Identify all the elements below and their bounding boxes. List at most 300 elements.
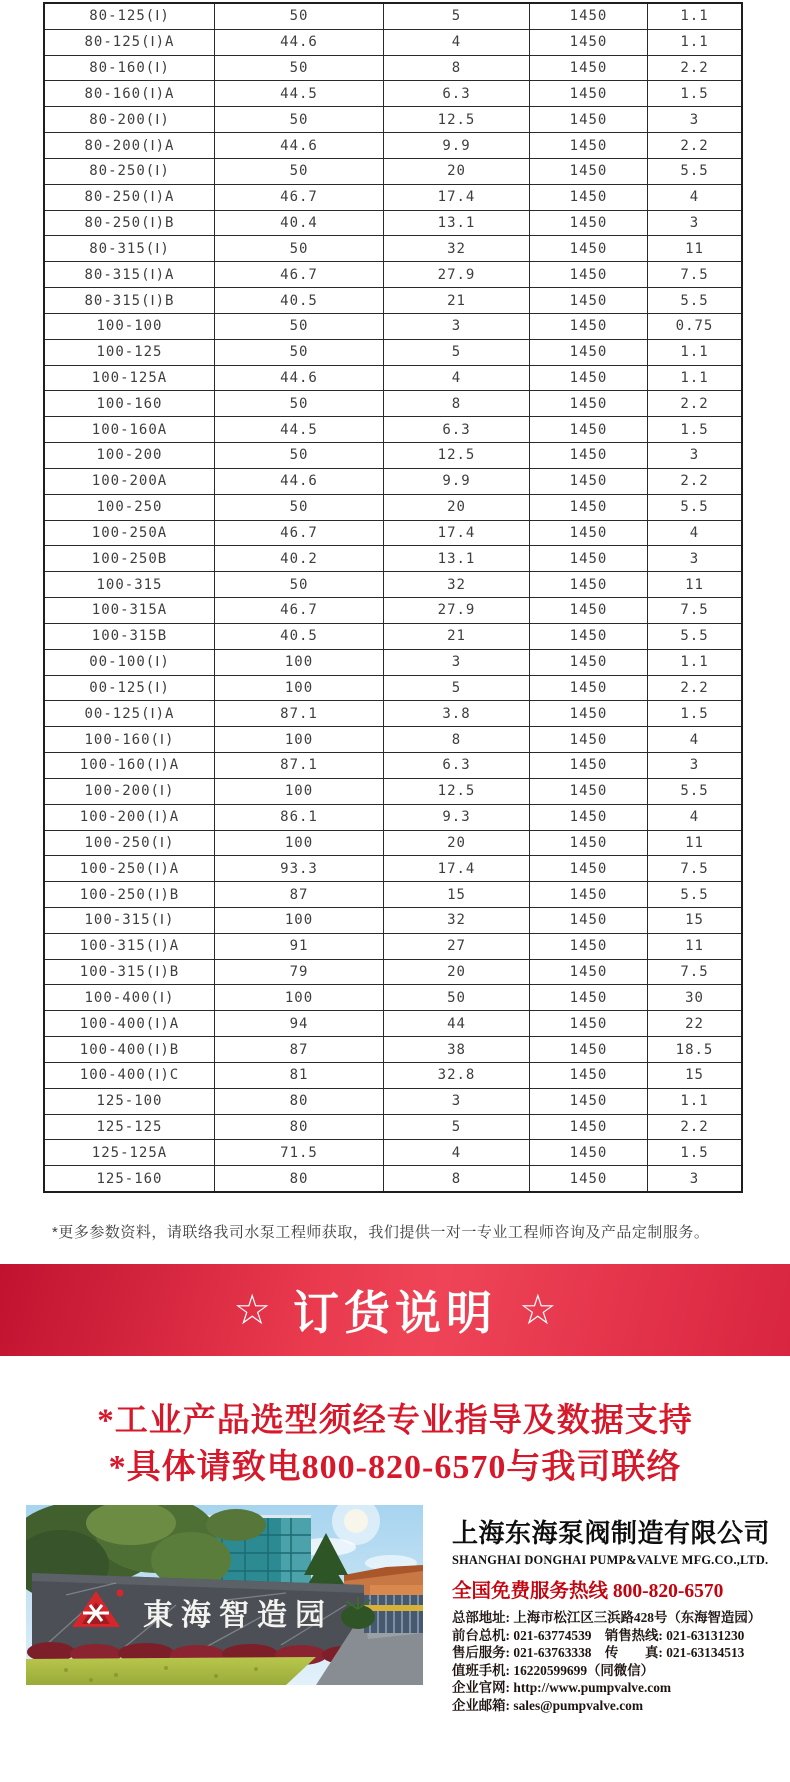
table-row <box>45 416 741 442</box>
table-cell: 100-250(Ⅰ) <box>45 831 215 856</box>
table-cell: 80-315(Ⅰ)B <box>45 288 215 313</box>
table-cell: 1450 <box>530 1063 648 1088</box>
table-cell: 27 <box>384 934 530 959</box>
table-cell: 1450 <box>530 340 648 365</box>
table-cell: 1.1 <box>680 654 709 671</box>
table-cell: 1450 <box>530 1115 648 1140</box>
table-cell: 93.3 <box>215 856 384 881</box>
table-cell: 9.9 <box>384 133 530 158</box>
table-row <box>45 649 741 675</box>
table-cell: 1450 <box>530 30 648 55</box>
table-cell: 40.5 <box>215 624 384 649</box>
table-cell: 21 <box>384 624 530 649</box>
table-cell: 1450 <box>530 934 648 959</box>
table-cell: 15 <box>384 882 530 907</box>
sign-text: 東海智造园 <box>143 1599 333 1632</box>
table-row <box>45 623 741 649</box>
table-cell: 100 <box>215 779 384 804</box>
table-row <box>45 907 741 933</box>
table-cell: 00-100(Ⅰ) <box>45 650 215 675</box>
table-cell: 46.7 <box>215 185 384 210</box>
table-row <box>45 1165 741 1191</box>
table-cell: 100-315(Ⅰ)B <box>45 960 215 985</box>
table-cell: 80-200(Ⅰ) <box>45 107 215 132</box>
table-cell: 50 <box>215 236 384 261</box>
table-cell: 00-125(Ⅰ)A <box>45 701 215 726</box>
table-cell: 1.1 <box>680 8 709 25</box>
table-cell: 44.6 <box>215 469 384 494</box>
table-row <box>45 830 741 856</box>
campus-photo <box>26 1505 423 1685</box>
table-cell: 1450 <box>530 960 648 985</box>
table-cell: 3 <box>689 447 700 464</box>
table-cell: 1450 <box>530 676 648 701</box>
table-cell: 1450 <box>530 650 648 675</box>
table-cell: 50 <box>215 391 384 416</box>
table-row <box>45 132 741 158</box>
table-cell: 3.8 <box>384 701 530 726</box>
table-cell: 5.5 <box>680 292 709 309</box>
lawn <box>26 1657 316 1685</box>
table-cell: 94 <box>215 1011 384 1036</box>
table-cell: 100-315 <box>45 572 215 597</box>
table-cell: 1450 <box>530 1140 648 1165</box>
table-cell: 8 <box>384 727 530 752</box>
table-cell: 12.5 <box>384 779 530 804</box>
table-cell: 13.1 <box>384 211 530 236</box>
table-cell: 32 <box>384 572 530 597</box>
table-cell: 80-160(Ⅰ) <box>45 56 215 81</box>
table-cell: 1450 <box>530 211 648 236</box>
table-cell: 50 <box>215 159 384 184</box>
table-row <box>45 390 741 416</box>
star-icon: ☆ <box>519 1286 557 1333</box>
table-cell: 80-315(Ⅰ) <box>45 236 215 261</box>
table-cell: 15 <box>685 1067 704 1084</box>
table-cell: 1450 <box>530 391 648 416</box>
table-cell: 4 <box>689 731 700 748</box>
contact-line: 值班手机: 16220599699（同微信） <box>452 1662 654 1678</box>
table-cell: 2.2 <box>680 1119 709 1136</box>
order-banner-title: 订货说明 <box>293 1287 497 1339</box>
table-cell: 50 <box>215 107 384 132</box>
table-cell: 5.5 <box>680 628 709 645</box>
table-cell: 32.8 <box>384 1063 530 1088</box>
table-cell: 1450 <box>530 856 648 881</box>
table-cell: 11 <box>685 240 704 257</box>
table-cell: 44 <box>384 1011 530 1036</box>
table-cell: 40.5 <box>215 288 384 313</box>
spec-table <box>43 2 743 1193</box>
table-cell: 9.3 <box>384 805 530 830</box>
table-cell: 125-160 <box>45 1166 215 1191</box>
table-cell: 1450 <box>530 4 648 29</box>
company-contacts <box>452 1609 772 1715</box>
table-row <box>45 184 741 210</box>
table-cell: 100-315(Ⅰ) <box>45 908 215 933</box>
table-cell: 1450 <box>530 779 648 804</box>
table-cell: 100-250B <box>45 546 215 571</box>
table-cell: 11 <box>685 576 704 593</box>
table-cell: 1.1 <box>680 370 709 386</box>
table-row <box>45 1088 741 1114</box>
table-cell: 1.5 <box>680 705 709 722</box>
table-cell: 81 <box>215 1063 384 1088</box>
table-cell: 4 <box>384 366 530 391</box>
table-cell: 100-160A <box>45 417 215 442</box>
table-cell: 44.6 <box>215 30 384 55</box>
table-row <box>45 1036 741 1062</box>
table-cell: 5.5 <box>680 886 709 903</box>
table-row <box>45 365 741 391</box>
table-row <box>45 726 741 752</box>
table-row <box>45 752 741 778</box>
table-cell: 3 <box>384 650 530 675</box>
table-cell: 5 <box>384 676 530 701</box>
table-cell: 100 <box>215 727 384 752</box>
table-cell: 27.9 <box>384 262 530 287</box>
table-cell: 1.1 <box>680 344 709 361</box>
table-cell: 100-160(Ⅰ) <box>45 727 215 752</box>
table-cell: 46.7 <box>215 262 384 287</box>
contact-line: 企业官网: http://www.pumpvalve.com <box>452 1680 672 1696</box>
table-cell: 1450 <box>530 521 648 546</box>
table-row <box>45 494 741 520</box>
table-cell: 87.1 <box>215 701 384 726</box>
table-cell: 4 <box>384 30 530 55</box>
table-cell: 80-315(Ⅰ)A <box>45 262 215 287</box>
table-row <box>45 29 741 55</box>
table-cell: 5 <box>384 4 530 29</box>
table-cell: 1450 <box>530 236 648 261</box>
table-cell: 44.6 <box>215 133 384 158</box>
table-cell: 44.6 <box>215 366 384 391</box>
table-cell: 50 <box>215 572 384 597</box>
table-cell: 100-160(Ⅰ)A <box>45 753 215 778</box>
table-cell: 1450 <box>530 262 648 287</box>
table-cell: 1450 <box>530 624 648 649</box>
table-cell: 1450 <box>530 495 648 520</box>
table-cell: 80 <box>215 1166 384 1191</box>
table-cell: 80-125(Ⅰ) <box>45 4 215 29</box>
table-cell: 80-250(Ⅰ)B <box>45 211 215 236</box>
table-cell: 6.3 <box>384 417 530 442</box>
table-cell: 3 <box>384 314 530 339</box>
table-cell: 44.5 <box>215 417 384 442</box>
table-cell: 1450 <box>530 985 648 1010</box>
table-cell: 50 <box>215 314 384 339</box>
table-cell: 5.5 <box>680 499 709 516</box>
table-row <box>45 881 741 907</box>
table-cell: 100-200(Ⅰ)A <box>45 805 215 830</box>
table-cell: 2.2 <box>680 60 709 77</box>
table-cell: 100-125A <box>45 366 215 391</box>
table-cell: 1450 <box>530 1089 648 1114</box>
table-cell: 20 <box>384 960 530 985</box>
table-cell: 100-200A <box>45 469 215 494</box>
table-cell: 17.4 <box>384 521 530 546</box>
table-row <box>45 468 741 494</box>
table-row <box>45 287 741 313</box>
table-cell: 2.2 <box>680 679 709 696</box>
table-cell: 20 <box>384 159 530 184</box>
table-cell: 20 <box>384 831 530 856</box>
table-cell: 12.5 <box>384 107 530 132</box>
table-cell: 91 <box>215 934 384 959</box>
table-cell: 0.75 <box>675 318 714 335</box>
table-cell: 71.5 <box>215 1140 384 1165</box>
table-cell: 80 <box>215 1115 384 1140</box>
table-cell: 2.2 <box>680 395 709 412</box>
table-cell: 7.5 <box>680 266 709 283</box>
table-cell: 50 <box>384 985 530 1010</box>
table-row <box>45 545 741 571</box>
table-row <box>45 597 741 623</box>
table-cell: 4 <box>689 809 700 826</box>
table-cell: 46.7 <box>215 598 384 623</box>
table-row <box>45 106 741 132</box>
table-cell: 100 <box>215 908 384 933</box>
table-cell: 100-250 <box>45 495 215 520</box>
table-cell: 46.7 <box>215 521 384 546</box>
table-cell: 79 <box>215 960 384 985</box>
table-cell: 1450 <box>530 572 648 597</box>
table-cell: 6.3 <box>384 753 530 778</box>
table-cell: 80-160(Ⅰ)A <box>45 81 215 106</box>
table-cell: 5 <box>384 1115 530 1140</box>
table-cell: 1450 <box>530 908 648 933</box>
table-row <box>45 313 741 339</box>
table-cell: 17.4 <box>384 856 530 881</box>
table-cell: 22 <box>685 1015 704 1032</box>
table-cell: 30 <box>685 989 704 1006</box>
table-cell: 87 <box>215 882 384 907</box>
table-cell: 2.2 <box>680 137 709 154</box>
table-cell: 80-250(Ⅰ)A <box>45 185 215 210</box>
table-cell: 100-400(Ⅰ)A <box>45 1011 215 1036</box>
table-cell: 50 <box>215 495 384 520</box>
table-cell: 100 <box>215 676 384 701</box>
table-cell: 00-125(Ⅰ) <box>45 676 215 701</box>
table-cell: 1450 <box>530 598 648 623</box>
company-name: 上海东海泵阀制造有限公司 <box>452 1518 771 1548</box>
table-cell: 100-100 <box>45 314 215 339</box>
contact-line: 总部地址: 上海市松江区三浜路428号（东海智造园） <box>452 1610 762 1625</box>
table-cell: 32 <box>384 236 530 261</box>
slogan-line-2: *具体请致电800-820-6570与我司联络 <box>108 1449 682 1486</box>
table-row <box>45 778 741 804</box>
table-row <box>45 158 741 184</box>
table-cell: 1450 <box>530 443 648 468</box>
table-cell: 1.1 <box>680 34 709 51</box>
table-cell: 1450 <box>530 314 648 339</box>
table-cell: 1.5 <box>680 85 709 102</box>
table-cell: 1450 <box>530 701 648 726</box>
table-cell: 1450 <box>530 1037 648 1062</box>
table-cell: 100 <box>215 831 384 856</box>
table-cell: 87 <box>215 1037 384 1062</box>
contact-line: 前台总机: 021-63774539 销售热线: 021-63131230 <box>452 1627 745 1643</box>
table-cell: 1.5 <box>680 421 709 438</box>
table-row <box>45 933 741 959</box>
service-hotline: 全国免费服务热线 800-820-6570 <box>452 1581 724 1602</box>
table-cell: 40.4 <box>215 211 384 236</box>
table-cell: 20 <box>384 495 530 520</box>
contact-line: 企业邮箱: sales@pumpvalve.com <box>452 1697 643 1713</box>
table-cell: 1450 <box>530 366 648 391</box>
table-row <box>45 984 741 1010</box>
table-cell: 1450 <box>530 81 648 106</box>
table-row <box>45 675 741 701</box>
table-row <box>45 804 741 830</box>
table-row <box>45 571 741 597</box>
table-cell: 100 <box>215 650 384 675</box>
table-cell: 5.5 <box>680 163 709 180</box>
table-cell: 100-315B <box>45 624 215 649</box>
table-row <box>45 855 741 881</box>
table-cell: 38 <box>384 1037 530 1062</box>
table-cell: 1.1 <box>680 1093 709 1110</box>
table-cell: 100-250(Ⅰ)A <box>45 856 215 881</box>
table-cell: 2.2 <box>680 473 709 490</box>
table-cell: 8 <box>384 391 530 416</box>
table-cell: 11 <box>685 938 704 955</box>
table-row <box>45 442 741 468</box>
sign-wall <box>32 1573 364 1653</box>
table-cell: 1450 <box>530 288 648 313</box>
company-info <box>452 1513 772 1715</box>
table-cell: 21 <box>384 288 530 313</box>
table-cell: 100-125 <box>45 340 215 365</box>
table-cell: 1450 <box>530 727 648 752</box>
table-row <box>45 1114 741 1140</box>
table-row <box>45 1062 741 1088</box>
table-cell: 4 <box>689 189 700 206</box>
contact-line: 售后服务: 021-63763338 传 真: 021-63134513 <box>452 1645 745 1661</box>
table-cell: 40.2 <box>215 546 384 571</box>
table-row <box>45 210 741 236</box>
table-cell: 1450 <box>530 805 648 830</box>
table-cell: 5 <box>384 340 530 365</box>
table-cell: 100-315A <box>45 598 215 623</box>
table-cell: 100-400(Ⅰ)C <box>45 1063 215 1088</box>
table-cell: 3 <box>689 550 700 567</box>
slogan-block <box>0 1398 790 1491</box>
table-cell: 80-250(Ⅰ) <box>45 159 215 184</box>
table-row <box>45 339 741 365</box>
table-cell: 1450 <box>530 417 648 442</box>
table-cell: 7.5 <box>680 964 709 981</box>
table-cell: 100-200 <box>45 443 215 468</box>
table-cell: 8 <box>384 1166 530 1191</box>
table-cell: 87.1 <box>215 753 384 778</box>
table-cell: 18.5 <box>675 1041 714 1058</box>
table-cell: 9.9 <box>384 469 530 494</box>
table-cell: 44.5 <box>215 81 384 106</box>
table-cell: 4 <box>384 1140 530 1165</box>
table-cell: 13.1 <box>384 546 530 571</box>
table-row <box>45 4 741 29</box>
table-cell: 1450 <box>530 107 648 132</box>
table-cell: 100-250(Ⅰ)B <box>45 882 215 907</box>
table-cell: 17.4 <box>384 185 530 210</box>
table-row <box>45 959 741 985</box>
table-cell: 80-200(Ⅰ)A <box>45 133 215 158</box>
table-cell: 80-125(Ⅰ)A <box>45 30 215 55</box>
table-cell: 1450 <box>530 133 648 158</box>
table-note: *更多参数资料，请联络我司水泵工程师获取，我们提供一对一专业工程师咨询及产品定制服务。 <box>52 1224 710 1241</box>
table-row <box>45 235 741 261</box>
table-cell: 3 <box>689 1170 700 1187</box>
company-name-en: SHANGHAI DONGHAI PUMP&VALVE MFG.CO.,LTD. <box>452 1553 769 1567</box>
table-cell: 1450 <box>530 831 648 856</box>
table-cell: 3 <box>689 757 700 774</box>
table-cell: 86.1 <box>215 805 384 830</box>
table-cell: 1450 <box>530 469 648 494</box>
table-cell: 6.3 <box>384 81 530 106</box>
table-cell: 50 <box>215 4 384 29</box>
table-cell: 1450 <box>530 185 648 210</box>
table-cell: 4 <box>689 524 700 541</box>
table-row <box>45 1139 741 1165</box>
table-cell: 100-250A <box>45 521 215 546</box>
table-cell: 50 <box>215 56 384 81</box>
table-row <box>45 55 741 81</box>
table-cell: 32 <box>384 908 530 933</box>
table-cell: 1450 <box>530 1011 648 1036</box>
table-cell: 8 <box>384 56 530 81</box>
table-cell: 125-125A <box>45 1140 215 1165</box>
table-cell: 100 <box>215 985 384 1010</box>
table-cell: 50 <box>215 340 384 365</box>
table-cell: 125-100 <box>45 1089 215 1114</box>
table-cell: 1450 <box>530 1166 648 1191</box>
table-cell: 50 <box>215 443 384 468</box>
slogan-line-1: *工业产品选型须经专业指导及数据支持 <box>97 1403 693 1439</box>
table-row <box>45 1010 741 1036</box>
table-cell: 80 <box>215 1089 384 1114</box>
table-cell: 1450 <box>530 56 648 81</box>
table-cell: 1450 <box>530 159 648 184</box>
table-cell: 1450 <box>530 753 648 778</box>
table-cell: 100-200(Ⅰ) <box>45 779 215 804</box>
table-row <box>45 80 741 106</box>
table-cell: 7.5 <box>680 860 709 877</box>
table-cell: 100-400(Ⅰ) <box>45 985 215 1010</box>
table-cell: 27.9 <box>384 598 530 623</box>
table-cell: 3 <box>689 111 700 128</box>
table-cell: 7.5 <box>680 602 709 619</box>
table-row <box>45 261 741 287</box>
table-row <box>45 700 741 726</box>
star-icon: ☆ <box>233 1286 271 1333</box>
table-cell: 100-315(Ⅰ)A <box>45 934 215 959</box>
table-cell: 3 <box>384 1089 530 1114</box>
table-row <box>45 520 741 546</box>
table-cell: 12.5 <box>384 443 530 468</box>
table-cell: 1.5 <box>680 1144 709 1161</box>
table-cell: 11 <box>685 834 704 851</box>
table-cell: 100-160 <box>45 391 215 416</box>
table-cell: 15 <box>685 912 704 929</box>
table-cell: 5.5 <box>680 783 709 800</box>
table-cell: 1450 <box>530 546 648 571</box>
table-cell: 3 <box>689 215 700 232</box>
table-cell: 1450 <box>530 882 648 907</box>
order-banner <box>0 1264 790 1356</box>
table-cell: 125-125 <box>45 1115 215 1140</box>
table-cell: 100-400(Ⅰ)B <box>45 1037 215 1062</box>
